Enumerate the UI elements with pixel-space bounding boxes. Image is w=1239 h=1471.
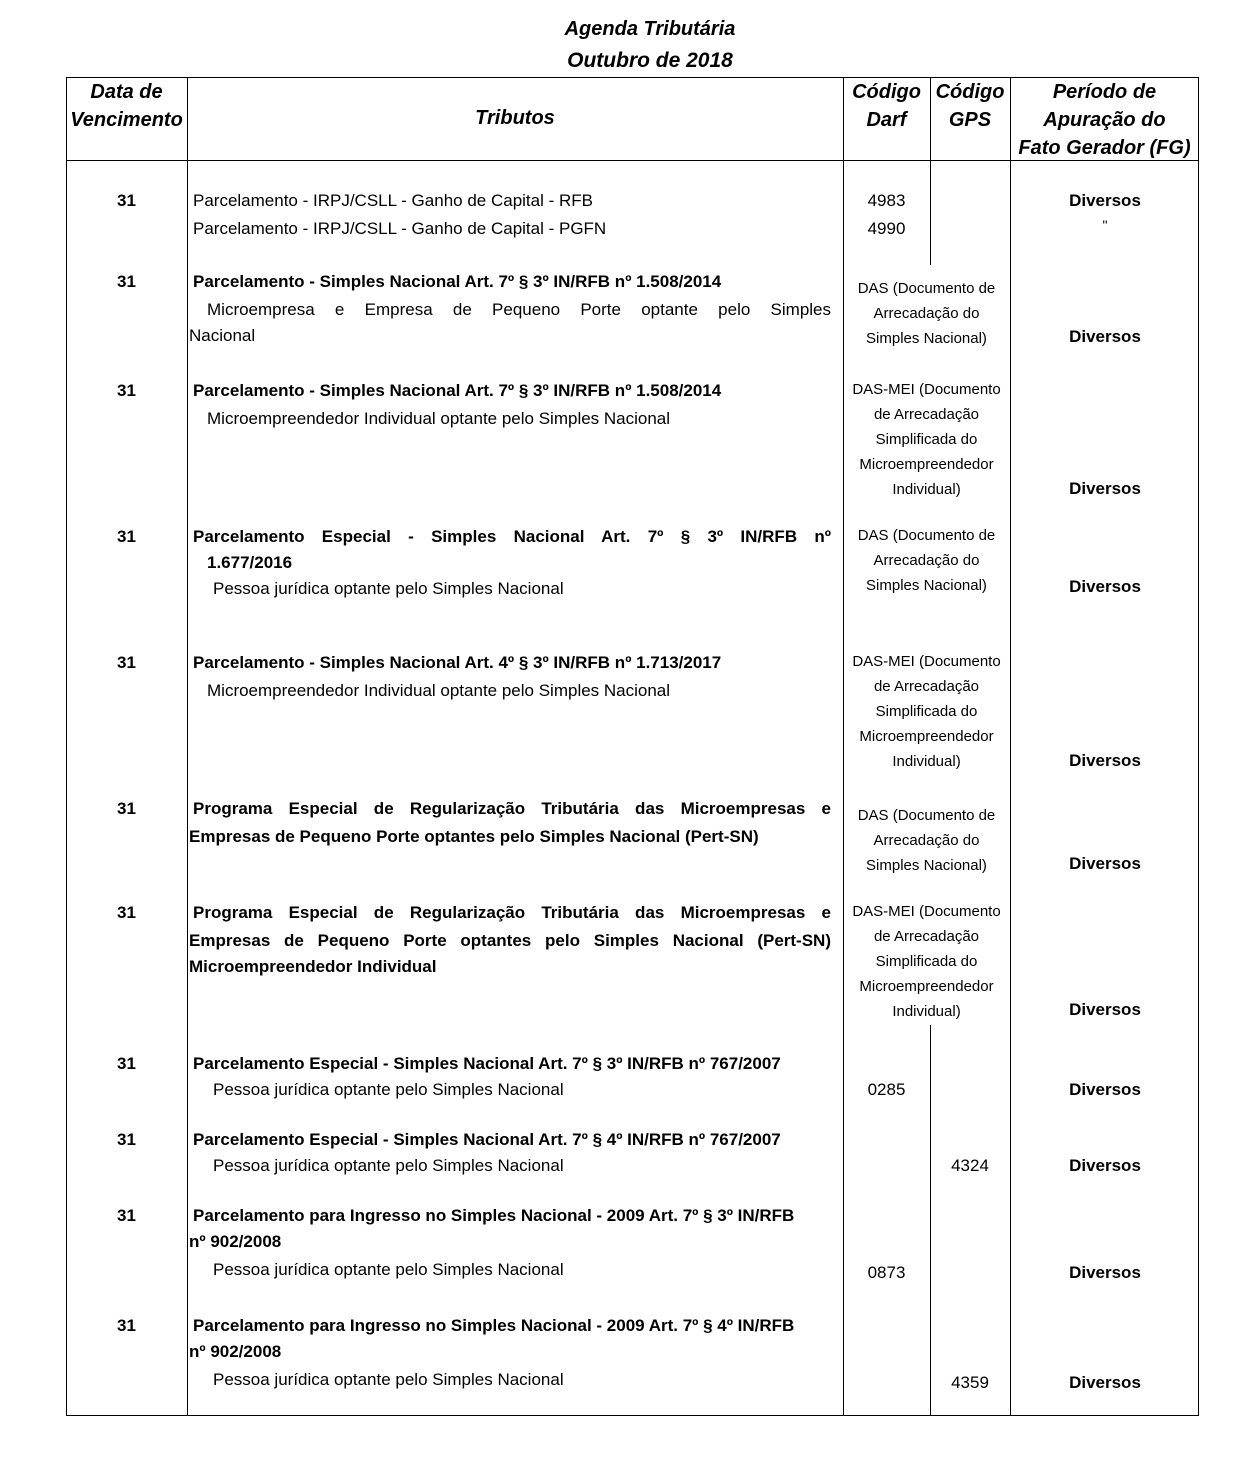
tributo-line: Parcelamento Especial - Simples Nacional Art. 7º § 3º IN/RFB nº 767/2007 xyxy=(193,1054,781,1073)
tributo-line: Microempreendedor Individual optante pelo Simples Nacional xyxy=(207,681,671,700)
tributo-line: Microempreendedor Individual optante pelo Simples Nacional xyxy=(207,409,671,428)
row-tributo xyxy=(189,269,831,349)
row-date: 31 xyxy=(117,1316,136,1335)
row-periodo: Diversos xyxy=(1069,854,1141,873)
header-codigo-darf: Código Darf xyxy=(852,81,921,131)
column-divider xyxy=(1010,77,1011,1416)
tributo-line: Parcelamento para Ingresso no Simples Nacional - 2009 Art. 7º § 3º IN/RFB xyxy=(193,1206,795,1225)
tributo-line: Parcelamento para Ingresso no Simples Nacional - 2009 Art. 7º § 4º IN/RFB xyxy=(193,1316,795,1335)
tributo-line: Parcelamento - Simples Nacional Art. 4º § 3º IN/RFB nº 1.713/2017 xyxy=(193,653,722,672)
row-tributo xyxy=(189,650,831,704)
header-date: Data de Vencimento xyxy=(70,81,183,131)
row-codigo-darf: 0873 xyxy=(867,1263,906,1282)
row-codigo-gps: 4324 xyxy=(951,1156,989,1175)
tributo-line: nº 902/2008 xyxy=(189,1342,282,1361)
row-periodo: Diversos xyxy=(1069,1156,1141,1175)
row-tributo xyxy=(189,1203,831,1283)
tributo-line: Parcelamento Especial - Simples Nacional Art. 7º § 3º IN/RFB nº xyxy=(193,527,831,546)
tributo-line: Parcelamento - Simples Nacional Art. 7º § 3º IN/RFB nº 1.508/2014 xyxy=(193,272,722,291)
row-tributo xyxy=(189,1313,831,1393)
header-periodo: Período de Apuração do Fato Gerador (FG) xyxy=(1018,81,1191,159)
row-tributo xyxy=(189,524,831,602)
row-periodo: Diversos xyxy=(1069,479,1141,498)
tributo-line: Pessoa jurídica optante pelo Simples Nacional xyxy=(213,1156,564,1175)
tributo-line: Parcelamento Especial - Simples Nacional Art. 7º § 4º IN/RFB nº 767/2007 xyxy=(193,1130,781,1149)
row-codigo-darf: 0285 xyxy=(867,1080,906,1099)
tributo-line: Pessoa jurídica optante pelo Simples Nacional xyxy=(213,1370,564,1389)
tributo-line: Nacional xyxy=(189,326,256,345)
tributo-line: Empresas de Pequeno Porte optantes pelo Simples Nacional (Pert-SN) xyxy=(189,931,831,950)
tributo-line: Parcelamento - IRPJ/CSLL - Ganho de Capital - PGFN xyxy=(193,219,607,238)
row-codigo-darf: 4990 xyxy=(867,219,906,238)
row-periodo: Diversos xyxy=(1069,327,1141,346)
row-codigo-darf: 4983 xyxy=(867,191,906,210)
tributo-line: Parcelamento - IRPJ/CSLL - Ganho de Capital - RFB xyxy=(193,191,593,210)
row-date: 31 xyxy=(117,1054,136,1073)
row-codigo-gps: 4359 xyxy=(951,1373,989,1392)
row-codigo-darf: DAS-MEI (Documento de Arrecadação Simplificada do Microempreendedor Individual) xyxy=(852,381,1001,498)
row-codigo-darf: DAS-MEI (Documento de Arrecadação Simplificada do Microempreendedor Individual) xyxy=(852,653,1001,770)
tributo-line: Microempresa e Empresa de Pequeno Porte optante pelo Simples xyxy=(207,300,831,319)
row-date: 31 xyxy=(117,1206,136,1225)
row-periodo: Diversos xyxy=(1069,1263,1141,1282)
row-tributo xyxy=(189,900,831,980)
document-title: Agenda Tributária xyxy=(564,18,736,40)
row-periodo: Diversos xyxy=(1069,751,1141,770)
tributo-line: nº 902/2008 xyxy=(189,1232,282,1251)
row-date: 31 xyxy=(117,903,136,922)
row-codigo-darf: DAS-MEI (Documento de Arrecadação Simplificada do Microempreendedor Individual) xyxy=(852,903,1001,1020)
tributo-line: Pessoa jurídica optante pelo Simples Nacional xyxy=(213,1260,564,1279)
row-periodo: Diversos xyxy=(1069,1000,1141,1019)
tributo-line: 1.677/2016 xyxy=(207,553,293,572)
row-codigo-darf: DAS (Documento de Arrecadação do Simples Nacional) xyxy=(857,280,996,347)
row-tributo xyxy=(189,1127,831,1179)
row-date: 31 xyxy=(117,653,136,672)
row-tributo xyxy=(189,796,831,850)
row-periodo: Diversos xyxy=(1069,577,1141,596)
row-periodo: Diversos xyxy=(1069,1373,1141,1392)
row-date: 31 xyxy=(117,799,136,818)
column-divider xyxy=(930,1025,931,1416)
row-periodo: Diversos xyxy=(1069,191,1141,210)
tributo-line: Pessoa jurídica optante pelo Simples Nacional xyxy=(213,1080,564,1099)
row-date: 31 xyxy=(117,272,136,291)
row-periodo-ditto: " xyxy=(1102,217,1108,233)
row-date: 31 xyxy=(117,1130,136,1149)
tributo-line: Empresas de Pequeno Porte optantes pelo Simples Nacional (Pert-SN) xyxy=(189,827,759,846)
column-divider xyxy=(187,77,188,1416)
row-date: 31 xyxy=(117,527,136,546)
row-codigo-darf: DAS (Documento de Arrecadação do Simples Nacional) xyxy=(857,527,996,594)
row-periodo: Diversos xyxy=(1069,1080,1141,1099)
header-tributos: Tributos xyxy=(475,107,555,129)
row-tributo xyxy=(189,188,831,242)
tributo-line: Parcelamento - Simples Nacional Art. 7º § 3º IN/RFB nº 1.508/2014 xyxy=(193,381,722,400)
tributo-line: Pessoa jurídica optante pelo Simples Nacional xyxy=(213,579,564,598)
tributo-line: Programa Especial de Regularização Tributária das Microempresas e xyxy=(193,799,831,818)
header-codigo-gps: Código GPS xyxy=(935,81,1005,131)
row-codigo-darf: DAS (Documento de Arrecadação do Simples Nacional) xyxy=(857,807,996,874)
tributo-line: Programa Especial de Regularização Tributária das Microempresas e xyxy=(193,903,831,922)
tributo-line: Microempreendedor Individual xyxy=(189,957,437,976)
row-date: 31 xyxy=(117,381,136,400)
document-subtitle: Outubro de 2018 xyxy=(567,49,733,72)
row-tributo xyxy=(189,378,831,432)
row-tributo xyxy=(189,1051,831,1103)
row-date: 31 xyxy=(117,191,136,210)
